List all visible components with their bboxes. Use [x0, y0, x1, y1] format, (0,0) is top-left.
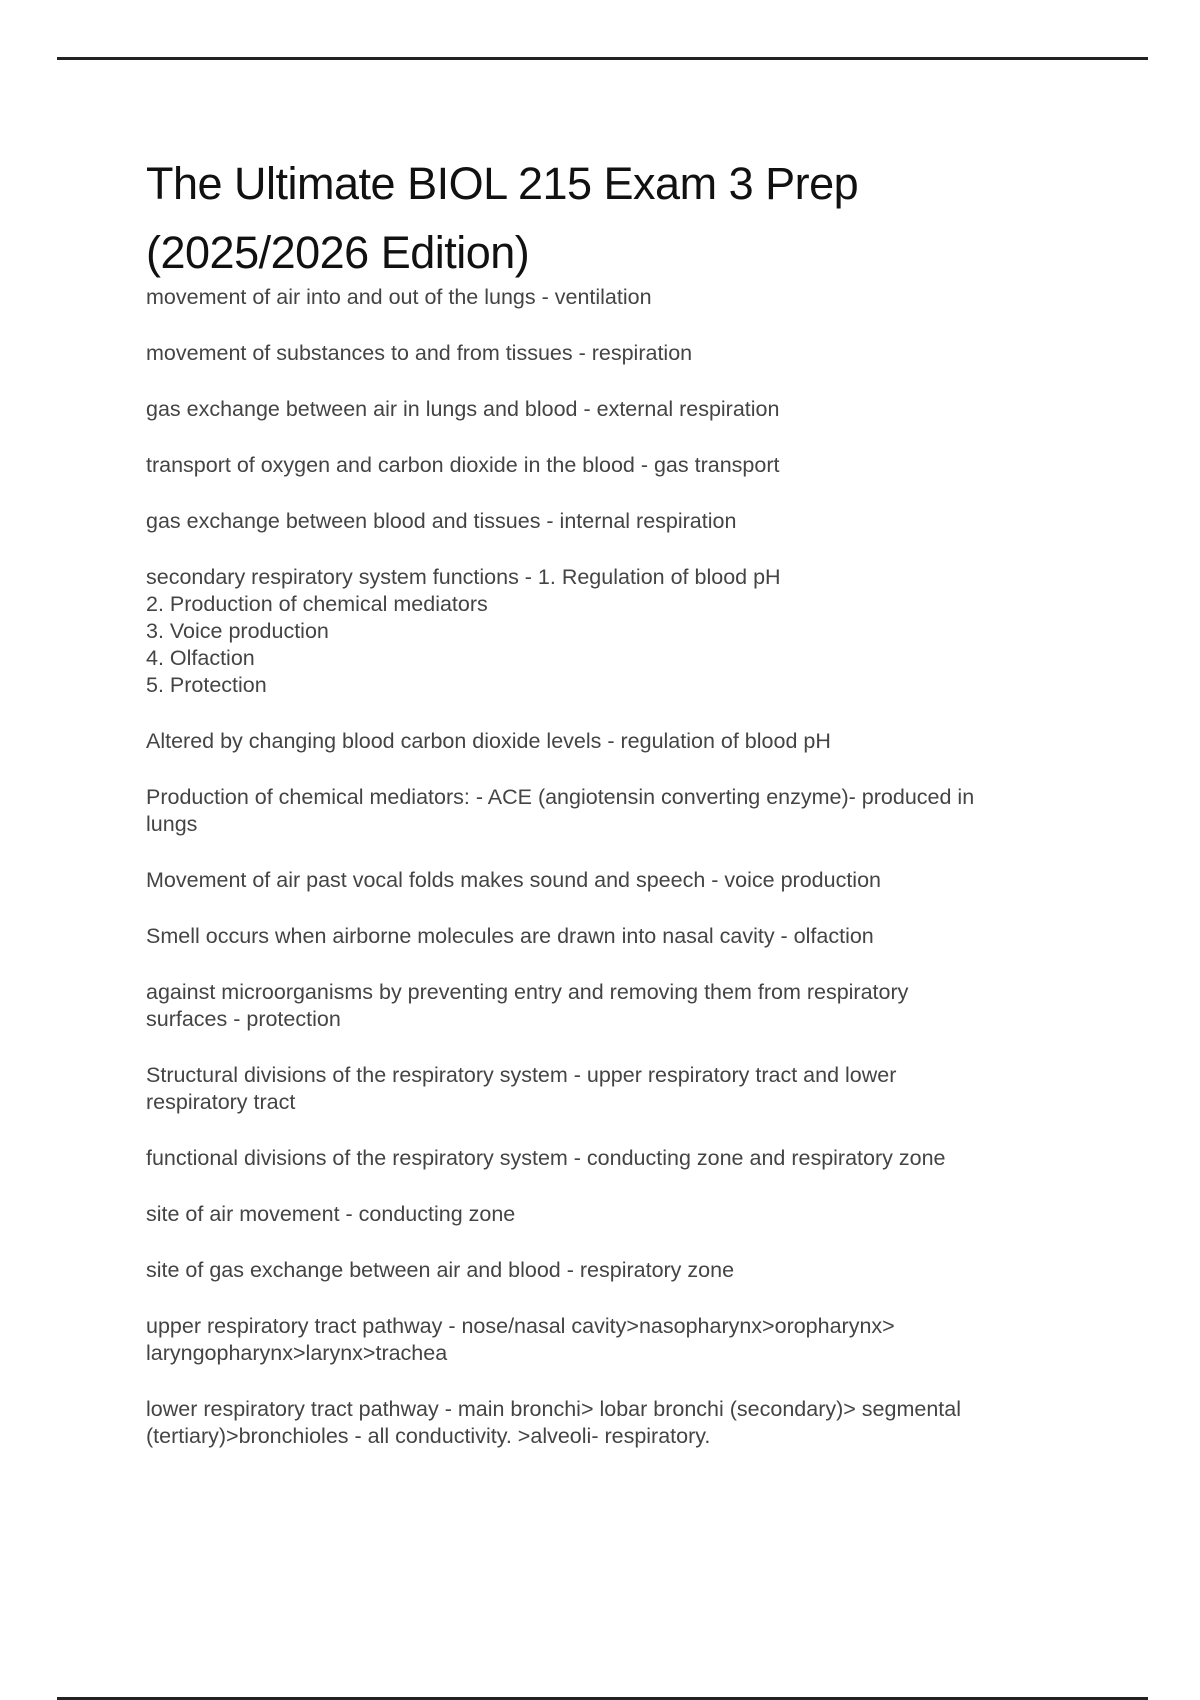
entry-line: movement of air into and out of the lungs - ventilation — [146, 285, 652, 309]
flashcard-entry — [146, 867, 1146, 894]
entry-line: (tertiary)>bronchioles - all conductivity. >alveoli- respiratory. — [146, 1424, 711, 1448]
entry-line: lower respiratory tract pathway - main bronchi> lobar bronchi (secondary)> segmental — [146, 1397, 961, 1421]
entry-line: surfaces - protection — [146, 1007, 341, 1031]
flashcard-entry — [146, 564, 1146, 699]
entry-line: Movement of air past vocal folds makes sound and speech - voice production — [146, 868, 881, 892]
entry-line: 5. Protection — [146, 673, 267, 697]
entry-line: secondary respiratory system functions - 1. Regulation of blood pH — [146, 565, 781, 589]
entry-line: transport of oxygen and carbon dioxide in the blood - gas transport — [146, 453, 780, 477]
entry-line: gas exchange between blood and tissues - internal respiration — [146, 509, 737, 533]
entry-line: Smell occurs when airborne molecules are drawn into nasal cavity - olfaction — [146, 924, 874, 948]
entry-line: respiratory tract — [146, 1090, 296, 1114]
entry-line: Altered by changing blood carbon dioxide levels - regulation of blood pH — [146, 729, 831, 753]
entry-line: Structural divisions of the respiratory system - upper respiratory tract and lower — [146, 1063, 897, 1087]
entry-line: against microorganisms by preventing entry and removing them from respiratory — [146, 980, 909, 1004]
entry-line: 3. Voice production — [146, 619, 329, 643]
entry-line: upper respiratory tract pathway - nose/nasal cavity>nasopharynx>oropharynx> — [146, 1314, 895, 1338]
flashcard-entry — [146, 284, 1146, 311]
flashcard-entry — [146, 1396, 1146, 1450]
entry-line: movement of substances to and from tissues - respiration — [146, 341, 693, 365]
flashcard-entry — [146, 1145, 1146, 1172]
entry-line: Production of chemical mediators: - ACE (angiotensin converting enzyme)- produced in — [146, 785, 975, 809]
entry-line: 2. Production of chemical mediators — [146, 592, 488, 616]
header-rule — [57, 57, 1148, 60]
entry-line: lungs — [146, 812, 198, 836]
flashcard-entry — [146, 508, 1146, 535]
flashcard-entry — [146, 340, 1146, 367]
flashcard-entry — [146, 396, 1146, 423]
flashcard-entry — [146, 923, 1146, 950]
flashcard-entry — [146, 1257, 1146, 1284]
title-line: The Ultimate BIOL 215 Exam 3 Prep — [146, 158, 859, 209]
document-title — [146, 149, 1146, 287]
title-line: (2025/2026 Edition) — [146, 227, 530, 278]
entry-line: site of gas exchange between air and blood - respiratory zone — [146, 1258, 735, 1282]
entry-line: 4. Olfaction — [146, 646, 255, 670]
flashcard-list — [146, 284, 1146, 1450]
flashcard-entry — [146, 1062, 1146, 1116]
entry-line: functional divisions of the respiratory system - conducting zone and respiratory zone — [146, 1146, 946, 1170]
flashcard-entry — [146, 784, 1146, 838]
document-body — [146, 149, 1146, 1479]
flashcard-entry — [146, 979, 1146, 1033]
flashcard-entry — [146, 1201, 1146, 1228]
flashcard-entry — [146, 1313, 1146, 1367]
entry-line: gas exchange between air in lungs and blood - external respiration — [146, 397, 780, 421]
flashcard-entry — [146, 728, 1146, 755]
entry-line: site of air movement - conducting zone — [146, 1202, 516, 1226]
entry-line: laryngopharynx>larynx>trachea — [146, 1341, 448, 1365]
flashcard-entry — [146, 452, 1146, 479]
